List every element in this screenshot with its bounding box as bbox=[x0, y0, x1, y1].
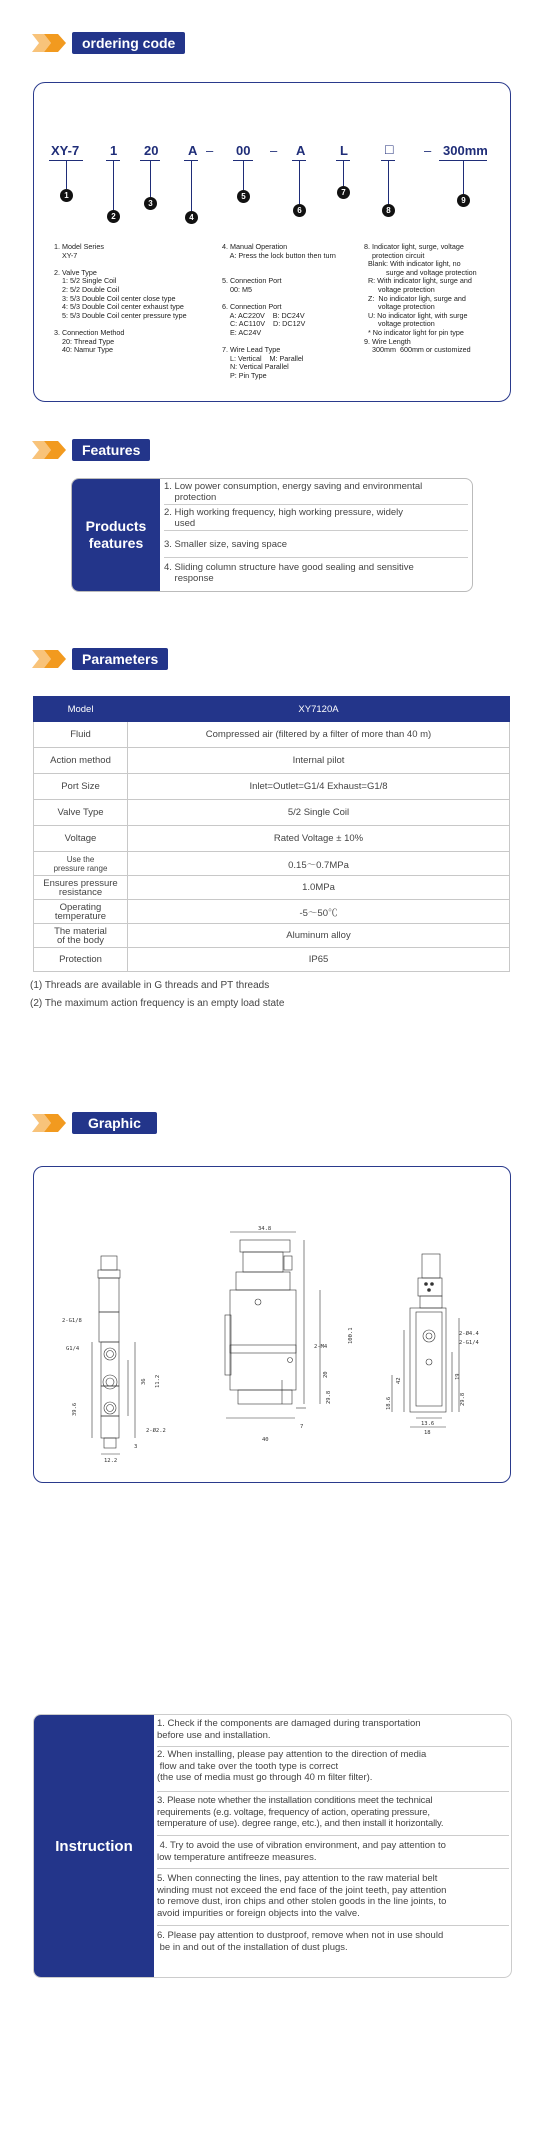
table-row: Fluid Compressed air (filtered by a filter of more than 40 m) bbox=[34, 722, 510, 748]
svg-text:2-Ø4.4: 2-Ø4.4 bbox=[459, 1331, 479, 1337]
callout-3: 3 bbox=[144, 197, 157, 210]
svg-text:29.8: 29.8 bbox=[326, 1390, 332, 1404]
code-valve-type: 1 bbox=[110, 143, 118, 158]
valve-front-view bbox=[92, 1256, 138, 1454]
svg-text:2-G1/4: 2-G1/4 bbox=[459, 1340, 479, 1346]
callout-6: 6 bbox=[293, 204, 306, 217]
ordering-legend-col2: 4. Manual Operation A: Press the lock button then turn 5. Connection Port 00: M5 6. Connection Port A: AC220V B: DC24V C: AC110V D: DC12V E: AC24V 7. Wire Lead Type L: Vertical M: Parallel N: Vertical Parallel P: Pin Type bbox=[222, 242, 336, 380]
instruction-item: 6. Please pay attention to dustproof, remove when not in use should be in and out of the installation of dust plugs. bbox=[157, 1930, 444, 1953]
code-voltage: A bbox=[296, 143, 306, 158]
callout-9: 9 bbox=[457, 194, 470, 207]
svg-text:34.8: 34.8 bbox=[258, 1226, 272, 1232]
table-row: Port Size Inlet=Outlet=G1/4 Exhaust=G1/8 bbox=[34, 774, 510, 800]
instruction-item: 3. Please note whether the installation conditions meet the technical requirements (e.g. voltage, frequency of action, operating pressure, temperature of use). degree range, etc.), and then install it horizontally. bbox=[157, 1795, 509, 1836]
features-title: Products features bbox=[72, 479, 160, 591]
svg-text:2-M4: 2-M4 bbox=[314, 1344, 328, 1350]
code-connection: 20 bbox=[144, 143, 159, 158]
svg-text:20: 20 bbox=[323, 1371, 329, 1378]
table-row: Ensures pressure resistance 1.0MPa bbox=[34, 876, 510, 900]
svg-text:12.2: 12.2 bbox=[104, 1458, 118, 1464]
table-row: The material of the body Aluminum alloy bbox=[34, 924, 510, 948]
instruction-title: Instruction bbox=[34, 1715, 154, 1977]
table-row: Protection IP65 bbox=[34, 948, 510, 972]
svg-text:18.6: 18.6 bbox=[386, 1396, 392, 1410]
instruction-panel bbox=[33, 1714, 512, 1978]
svg-text:40: 40 bbox=[262, 1437, 269, 1443]
table-row: Voltage Rated Voltage ± 10% bbox=[34, 826, 510, 852]
table-header-cell: Model bbox=[34, 697, 128, 722]
section-title: ordering code bbox=[72, 32, 185, 54]
table-row: Use the pressure range 0.15～0.7MPa bbox=[34, 852, 510, 876]
code-wire: L bbox=[340, 143, 348, 158]
section-title: Graphic bbox=[72, 1112, 157, 1134]
code-dash: – bbox=[270, 143, 278, 158]
instruction-item: 4. Try to avoid the use of vibration environment, and pay attention to low temperature antifreeze measures. bbox=[157, 1840, 509, 1869]
callout-1: 1 bbox=[60, 189, 73, 202]
svg-text:3: 3 bbox=[134, 1444, 138, 1450]
callout-4: 4 bbox=[185, 211, 198, 224]
table-header-cell: XY7120A bbox=[128, 697, 510, 722]
svg-text:2-Ø2.2: 2-Ø2.2 bbox=[146, 1428, 166, 1434]
feature-item: 3. Smaller size, saving space bbox=[164, 537, 468, 558]
feature-item: 4. Sliding column structure have good sealing and sensitive response bbox=[164, 562, 414, 584]
svg-text:G1/4: G1/4 bbox=[66, 1346, 80, 1352]
table-row: Operating temperature -5～50℃ bbox=[34, 900, 510, 924]
callout-7: 7 bbox=[337, 186, 350, 199]
valve-end-view bbox=[392, 1254, 459, 1427]
svg-text:39.6: 39.6 bbox=[72, 1402, 78, 1416]
callout-8: 8 bbox=[382, 204, 395, 217]
svg-text:36: 36 bbox=[141, 1378, 147, 1385]
svg-text:19: 19 bbox=[455, 1373, 461, 1380]
svg-text:29.8: 29.8 bbox=[460, 1392, 466, 1406]
feature-item: 1. Low power consumption, energy saving and environmental protection bbox=[164, 482, 468, 505]
ordering-legend-col3: 8. Indicator light, surge, voltage protection circuit Blank: With indicator light, no surge and voltage protection R: With indicator light, surge and voltage protection Z: No indicator ligh, surge and voltage protection U: No indicator light, with surge voltage protection * No indicator light for pin type 9. Wire Length 300mm 600mm or customized bbox=[364, 242, 477, 355]
svg-text:2-G1/8: 2-G1/8 bbox=[62, 1318, 82, 1324]
ordering-legend-col1: 1. Model Series XY-7 2. Valve Type 1: 5/2 Single Coil 2: 5/2 Double Coil 3: 5/3 Double Coil center close type 4: 5/3 Double Coil center exhaust type 5: 5/3 Double Coil center pressure type 3. Connection Method 20: Thread Type 40: Namur Type bbox=[54, 242, 187, 355]
note-text: (1) Threads are available in G threads and PT threads bbox=[30, 980, 270, 991]
code-wire-length: 300mm bbox=[443, 143, 488, 158]
section-title: Parameters bbox=[72, 648, 168, 670]
callout-2: 2 bbox=[107, 210, 120, 223]
instruction-item: 2. When installing, please pay attention to the direction of media flow and take over the tooth type is correct (the use of media must go through 40 m filter filter). bbox=[157, 1749, 509, 1792]
code-model: XY-7 bbox=[51, 143, 80, 158]
code-dash: – bbox=[424, 143, 432, 158]
instruction-item: 5. When connecting the lines, pay attention to the raw material belt winding must not exceed the end face of the joint teeth, pay attention to remove dust, iron chips and other stolen goods in the line joints, to avoid impurities or foreign objects into the valve. bbox=[157, 1873, 509, 1926]
svg-text:7: 7 bbox=[300, 1424, 304, 1430]
code-indicator-box: □ bbox=[385, 141, 394, 157]
svg-text:42: 42 bbox=[396, 1377, 402, 1384]
svg-text:11.2: 11.2 bbox=[155, 1374, 161, 1388]
table-row: Valve Type 5/2 Single Coil bbox=[34, 800, 510, 826]
code-port: 00 bbox=[236, 143, 251, 158]
valve-side-view bbox=[225, 1232, 320, 1418]
code-manual: A bbox=[188, 143, 198, 158]
svg-text:18: 18 bbox=[424, 1430, 431, 1436]
instruction-item: 1. Check if the components are damaged during transportation before use and installation. bbox=[157, 1718, 509, 1747]
svg-text:100.1: 100.1 bbox=[348, 1327, 354, 1344]
code-dash: – bbox=[206, 143, 214, 158]
svg-text:13.6: 13.6 bbox=[421, 1421, 435, 1427]
callout-5: 5 bbox=[237, 190, 250, 203]
note-text: (2) The maximum action frequency is an empty load state bbox=[30, 998, 285, 1009]
feature-item: 2. High working frequency, high working pressure, widely used bbox=[164, 508, 468, 531]
section-title: Features bbox=[72, 439, 150, 461]
table-row: Action method Internal pilot bbox=[34, 748, 510, 774]
